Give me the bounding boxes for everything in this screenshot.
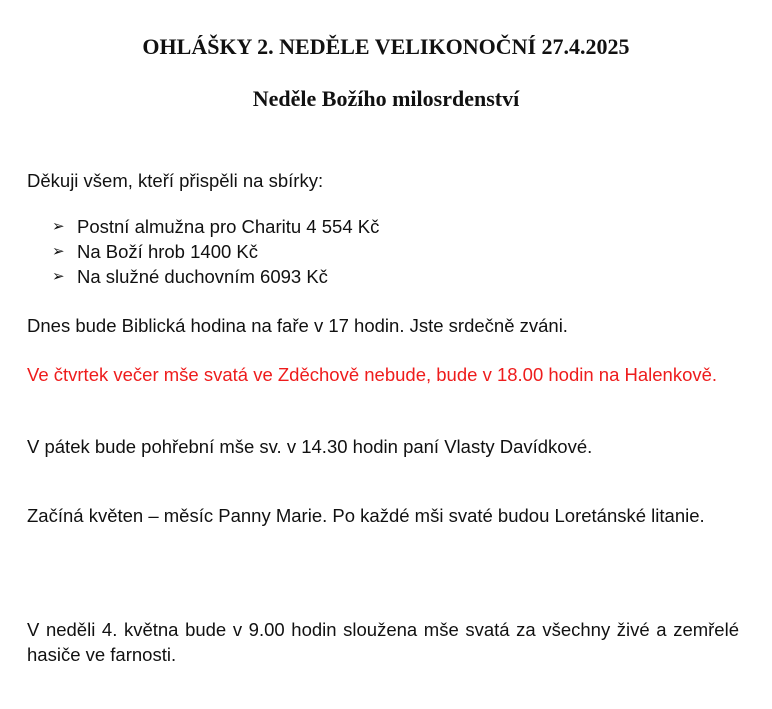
- page-title: OHLÁŠKY 2. NEDĚLE VELIKONOČNÍ 27.4.2025: [142, 34, 630, 59]
- page-subtitle: Neděle Božího milosrdenství: [252, 86, 520, 111]
- biblical-hour-paragraph: Dnes bude Biblická hodina na faře v 17 hodin. Jste srdečně zváni.: [27, 315, 568, 336]
- list-item: [52, 239, 379, 264]
- collections-intro: Děkuji všem, kteří přispěli na sbírky:: [27, 170, 324, 191]
- arrow-bullet-icon: ➢: [52, 242, 65, 260]
- list-item-text: Na Boží hrob 1400 Kč: [77, 241, 258, 262]
- list-item-text: Na služné duchovním 6093 Kč: [77, 266, 328, 287]
- list-item: [52, 264, 379, 289]
- arrow-bullet-icon: ➢: [52, 267, 65, 285]
- friday-funeral-paragraph: V pátek bude pohřební mše sv. v 14.30 hodin paní Vlasty Davídkové.: [27, 436, 593, 457]
- list-item: [52, 214, 379, 239]
- arrow-bullet-icon: ➢: [52, 217, 65, 235]
- collections-list: [52, 214, 379, 289]
- may-litany-paragraph: Začíná květen – měsíc Panny Marie. Po každé mši svaté budou Loretánské litanie.: [27, 505, 705, 526]
- firefighters-mass-paragraph: V neděli 4. května bude v 9.00 hodin sloužena mše svatá za všechny živé a zemřelé hasiče ve farnosti.: [27, 619, 739, 665]
- list-item-text: Postní almužna pro Charitu 4 554 Kč: [77, 216, 380, 237]
- thursday-notice-paragraph: Ve čtvrtek večer mše svatá ve Zděchově nebude, bude v 18.00 hodin na Halenkově.: [27, 364, 718, 385]
